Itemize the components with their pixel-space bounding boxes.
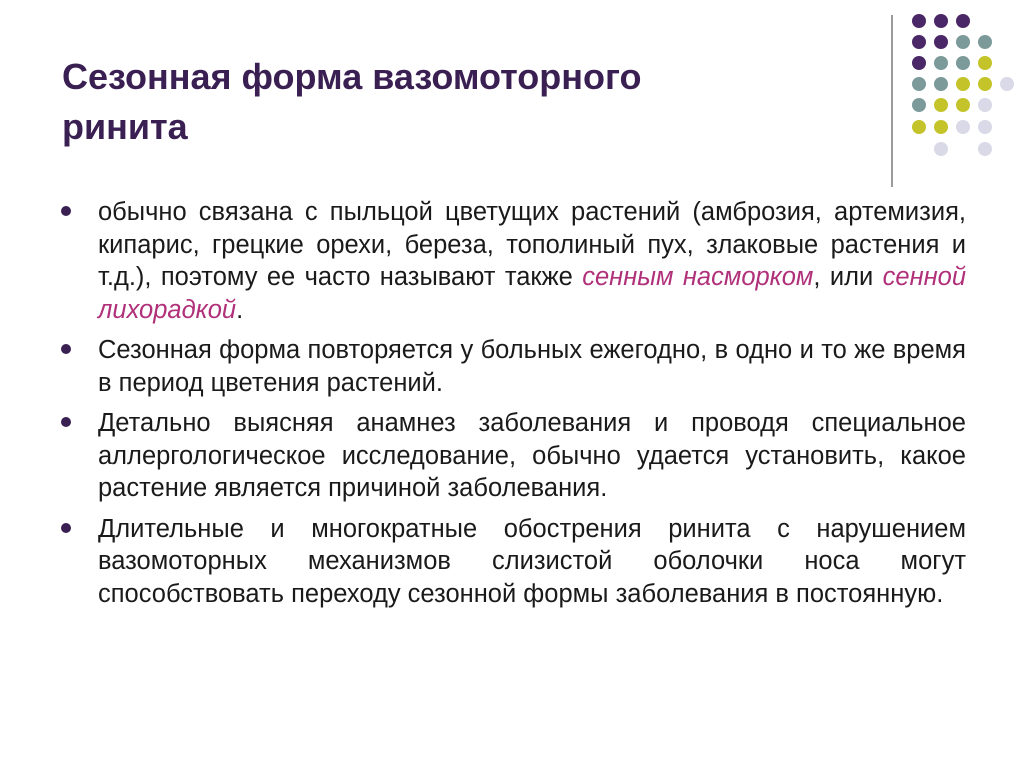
decorative-dot [956,56,970,70]
title-line-2: ринита [62,106,188,147]
decorative-dot [934,35,948,49]
decorative-dot [978,98,992,112]
bullet-text: . [236,295,244,324]
decorative-dot [1000,77,1014,91]
decorative-dot [912,35,926,49]
bullet-item [60,334,966,399]
decorative-dot [912,14,926,28]
decorative-dot [912,77,926,91]
decorative-dot [956,120,970,134]
bullet-text: , или [813,263,883,291]
decorative-dot [934,14,948,28]
decorative-dot [978,120,992,134]
decorative-dot [956,98,970,112]
decorative-dot [978,77,992,91]
decorative-dot [956,77,970,91]
decorative-dot [978,56,992,70]
highlight-term: сенной лихорадкой [98,263,967,324]
title-line-1: Сезонная форма вазомоторного [62,56,642,97]
decorative-dot-grid [0,0,1024,200]
decorative-dot [912,98,926,112]
decorative-dot [934,120,948,134]
bullet-list [60,196,966,618]
bullet-item [60,513,966,611]
bullet-icon [61,206,71,216]
bullet-icon [61,417,71,427]
decorative-dot [912,120,926,134]
decorative-dot [934,56,948,70]
decorative-dot [934,77,948,91]
bullet-item [60,407,966,505]
highlight-term: сенным насморком [582,263,814,291]
bullet-text: обычно связана с пыльцой цветущих растений (амброзия, артемизия, кипарис, грецкие орехи, береза, тополиный пух, злаковые растения и т.д.), поэтому ее часто называют также [98,198,966,291]
decorative-dot [934,142,948,156]
decorative-dot [956,35,970,49]
bullet-item [60,196,966,326]
bullet-icon [61,523,71,533]
decorative-dot [912,56,926,70]
decorative-dot [956,14,970,28]
decorative-dot [978,35,992,49]
decorative-dot [934,98,948,112]
bullet-text: Сезонная форма повторяется у больных ежегодно, в одно и то же время в период цветения растений. [98,336,966,397]
bullet-icon [61,344,71,354]
decorative-dot [978,142,992,156]
bullet-text: Длительные и многократные обострения ринита с нарушением вазомоторных механизмов слизистой оболочки носа могут способствовать переходу сезонной формы заболевания в постоянную. [98,514,966,608]
bullet-text: Детально выясняя анамнез заболевания и проводя специальное аллергологическое исследование, обычно удается установить, какое растение является причиной заболевания. [98,409,966,502]
